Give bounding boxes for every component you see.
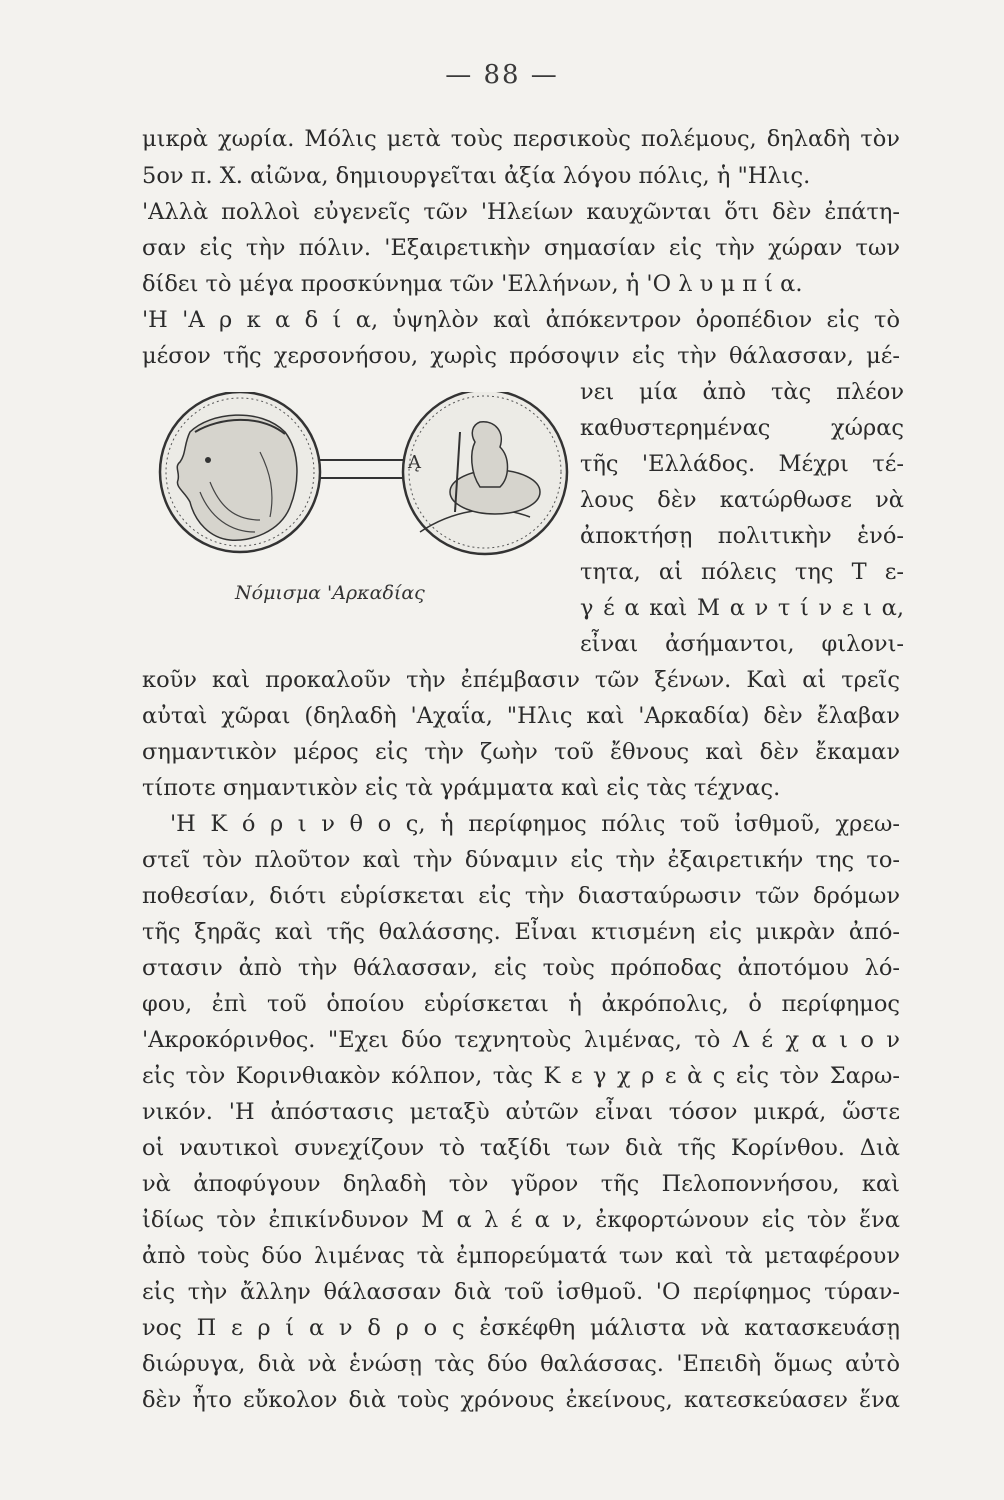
text-line: διώρυγα, διὰ νὰ ἑνώσῃ τὰς δύο θαλάσσας. 'Επειδὴ ὅμως αὐτὸ xyxy=(142,1351,900,1377)
text-line: λους δὲν κατώρθωσε νὰ xyxy=(580,487,904,513)
text-line: 'Αλλὰ πολλοὶ εὐγενεῖς τῶν 'Ηλείων καυχῶνται ὅτι δὲν ἐπάτη- xyxy=(142,199,900,225)
page-number: — 88 — xyxy=(445,60,559,90)
text-line: στεῖ τὸν πλοῦτον καὶ τὴν δύναμιν εἰς τὴν ἐξαιρετικήν της το- xyxy=(142,847,900,873)
text-line: ἰδίως τὸν ἐπικίνδυνον Μ α λ έ α ν, ἐκφορτώνουν εἰς τὸν ἕνα xyxy=(142,1207,900,1233)
text-line: νει μία ἀπὸ τὰς πλέον xyxy=(580,379,904,405)
text-line: στασιν ἀπὸ τὴν θάλασσαν, εἰς τοὺς πρόποδας ἀποτόμου λό- xyxy=(142,955,900,981)
text-line: ἀποκτήσῃ πολιτικὴν ἑνό- xyxy=(580,523,904,549)
text-line: εἶναι ἀσήμαντοι, φιλονι- xyxy=(580,631,904,657)
text-line: τῆς ξηρᾶς καὶ τῆς θαλάσσης. Εἶναι κτισμένη εἰς μικρὰν ἀπό- xyxy=(142,919,900,945)
text-line: ποθεσίαν, διότι εὑρίσκεται εἰς τὴν διασταύρωσιν τῶν δρόμων xyxy=(142,883,900,909)
text-line: οἱ ναυτικοὶ συνεχίζουν τὸ ταξίδι των διὰ τῆς Κορίνθου. Διὰ xyxy=(142,1135,900,1161)
text-line: 'Ακροκόρινθος. "Εχει δύο τεχνητοὺς λιμένας, τὸ Λ έ χ α ι ο ν xyxy=(142,1027,900,1053)
text-line: μέσον τῆς χερσονήσου, χωρὶς πρόσοψιν εἰς τὴν θάλασσαν, μέ- xyxy=(142,343,900,369)
figure-caption: Νόμισμα 'Αρκαδίας xyxy=(235,582,425,604)
text-line: γ έ α καὶ Μ α ν τ ί ν ε ι α, xyxy=(580,595,904,621)
text-line: 'Η Κ ό ρ ι ν θ ο ς, ἡ περίφημος πόλις τοῦ ἰσθμοῦ, χρεω- xyxy=(170,811,900,837)
text-line: δίδει τὸ μέγα προσκύνημα τῶν 'Ελλήνων, ἡ 'Ο λ υ μ π ί α. xyxy=(142,271,803,297)
text-line: 'Η 'Α ρ κ α δ ί α, ὑψηλὸν καὶ ἀπόκεντρον ὀροπέδιον εἰς τὸ xyxy=(142,307,900,333)
coin-obverse-image xyxy=(160,392,320,552)
text-line: 5ον π. Χ. αἰῶνα, δημιουργεῖται ἀξία λόγου πόλις, ἡ "Ηλις. xyxy=(142,163,811,189)
text-line: τίποτε σημαντικὸν εἰς τὰ γράμματα καὶ εἰς τὰς τέχνας. xyxy=(142,775,781,801)
text-line: νικόν. 'Η ἀπόστασις μεταξὺ αὐτῶν εἶναι τόσον μικρά, ὥστε xyxy=(142,1099,900,1125)
text-line: τῆς 'Ελλάδος. Μέχρι τέ- xyxy=(580,451,904,477)
text-line: κοῦν καὶ προκαλοῦν τὴν ἐπέμβασιν τῶν ξένων. Καὶ αἱ τρεῖς xyxy=(142,667,900,693)
text-line: νὰ ἀποφύγουν δηλαδὴ τὸν γῦρον τῆς Πελοποννήσου, καὶ xyxy=(142,1171,900,1197)
text-line: εἰς τὸν Κορινθιακὸν κόλπον, τὰς Κ ε γ χ ρ ε ὰ ς εἰς τὸν Σαρω- xyxy=(142,1063,900,1089)
svg-text:Ą: Ą xyxy=(408,452,421,473)
text-line: εἰς τὴν ἄλλην θάλασσαν διὰ τοῦ ἰσθμοῦ. 'Ο περίφημος τύραν- xyxy=(142,1279,900,1305)
text-line: φου, ἐπὶ τοῦ ὁποίου εὑρίσκεται ἡ ἀκρόπολις, ὁ περίφημος xyxy=(142,991,900,1017)
text-line: σαν εἰς τὴν πόλιν. 'Εξαιρετικὴν σημασίαν εἰς τὴν χώραν των xyxy=(142,235,900,261)
text-line: νος Π ε ρ ί α ν δ ρ ο ς ἐσκέφθη μάλιστα νὰ κατασκευάσῃ xyxy=(142,1315,900,1341)
text-line: αὐταὶ χῶραι (δηλαδὴ 'Αχαΐα, "Ηλις καὶ 'Αρκαδία) δὲν ἔλαβαν xyxy=(142,703,900,729)
text-line: ἀπὸ τοὺς δύο λιμένας τὰ ἐμπορεύματά των καὶ τὰ μεταφέρουν xyxy=(142,1243,900,1269)
text-line: δὲν ἦτο εὔκολον διὰ τοὺς χρόνους ἐκείνους, κατεσκεύασεν ἕνα xyxy=(142,1387,900,1413)
coin-illustration xyxy=(150,392,570,582)
text-line: σημαντικὸν μέρος εἰς τὴν ζωὴν τοῦ ἔθνους καὶ δὲν ἔκαμαν xyxy=(142,739,900,765)
text-line: καθυστερημένας χώρας xyxy=(580,415,904,441)
text-line: μικρὰ χωρία. Μόλις μετὰ τοὺς περσικοὺς πολέμους, δηλαδὴ τὸν xyxy=(142,126,900,152)
coin-reverse-image xyxy=(403,392,567,554)
text-line: τητα, αἱ πόλεις της Τ ε- xyxy=(580,559,904,585)
